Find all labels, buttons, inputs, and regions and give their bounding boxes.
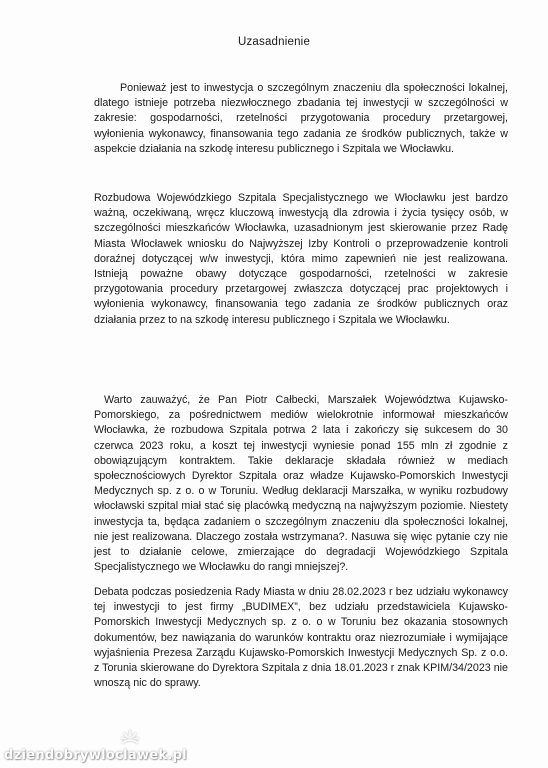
paragraph-2: Rozbudowa Wojewódzkiego Szpitala Specjalistycznego we Włocławku jest bardzo ważną, oczekiwaną, wręcz kluczową inwestycją dla zdrowia i życia tysięcy osób, w szczególności mieszkańców Włocławka, uzasadnionym jest skierowanie przez Radę Miasta Włocławek wniosku do Najwyższej Izby Kontroli o przeprowadzenie kontroli doraźnej dotyczącej w/w inwestycji, która mimo zapewnień nie jest realizowana. Istnieją poważne obawy dotyczące gospodarności, rzetelności w zakresie przygotowania procedury przetargowej zwłaszcza dotyczącej prac projektowych i wyłonienia wykonawcy, finansowania tego zadania ze środków publicznych oraz działania przez to na szkodę interesu publicznego i Szpitala we Włocławku. [94,192,508,326]
paragraph-4: Debata podczas posiedzenia Rady Miasta w dniu 28.02.2023 r bez udziału wykonawcy tej inwestycji to jest firmy „BUDIMEX”, bez udziału przedstawiciela Kujawsko-Pomorskich Inwestycji Medycznych sp. z o. o w Toruniu bez okazania stosownych dokumentów, bez nawiązania do warunków kontraktu oraz niezrozumiałe i wymijające wyjaśnienia Prezesa Zarządu Kujawsko-Pomorskich Inwestycji Medycznych Sp. z o.o. z Torunia skierowane do Dyrektora Szpitala z dnia 18.01.2023 r znak KPIM/34/2023 nie wnoszą nic do sprawy. [94,586,508,690]
document-title: Uzasadnienie [237,36,311,48]
paragraph-1: Ponieważ jest to inwestycja o szczególnym znaczeniu dla społeczności lokalnej, dlatego istnieje potrzeba niezwłocznego zbadania tej inwestycji w szczególności w zakresie: gospodarności, rzetelności przygotowania procedury przetargowej, wyłonienia wykonawcy, finansowania tego zadania ze środków publicznych, także w aspekcie działania na szkodę interesu publicznego i Szpitala we Włocławku. [94,82,508,155]
paragraph-3: Warto zauważyć, że Pan Piotr Całbecki, Marszałek Województwa Kujawsko-Pomorskiego, za pośrednictwem mediów wielokrotnie informował mieszkańców Włocławka, że rozbudowa Szpitala potrwa 2 lata i zakończy się sukcesem do 30 czerwca 2023 roku, a koszt tej inwestycji wyniesie ponad 155 mln zł zgodnie z obowiązującym kontraktem. Takie deklaracje składała również w mediach społecznościowych Dyrektor Szpitala oraz władze Kujawsko-Pomorskich Inwestycji Medycznych sp. z o. o w Toruniu. Według deklaracji Marszałka, w wyniku rozbudowy włocławski szpital miał stać się placówką medyczną na najwyższym poziomie. Niestety inwestycja ta, będąca zadaniem o szczególnym znaczeniu dla społeczności lokalnej, nie jest realizowana. Dlaczego została wstrzymana?. Nasuwa się więc pytanie czy nie jest to działanie celowe, zmierzające do degradacji Wojewódzkiego Szpitala Specjalistycznego we Włocławku do rangi mniejszej?. [94,394,508,574]
watermark-text: dziendobrywloclawek.pl [4,748,187,763]
watermark-logo-icon [118,728,142,746]
